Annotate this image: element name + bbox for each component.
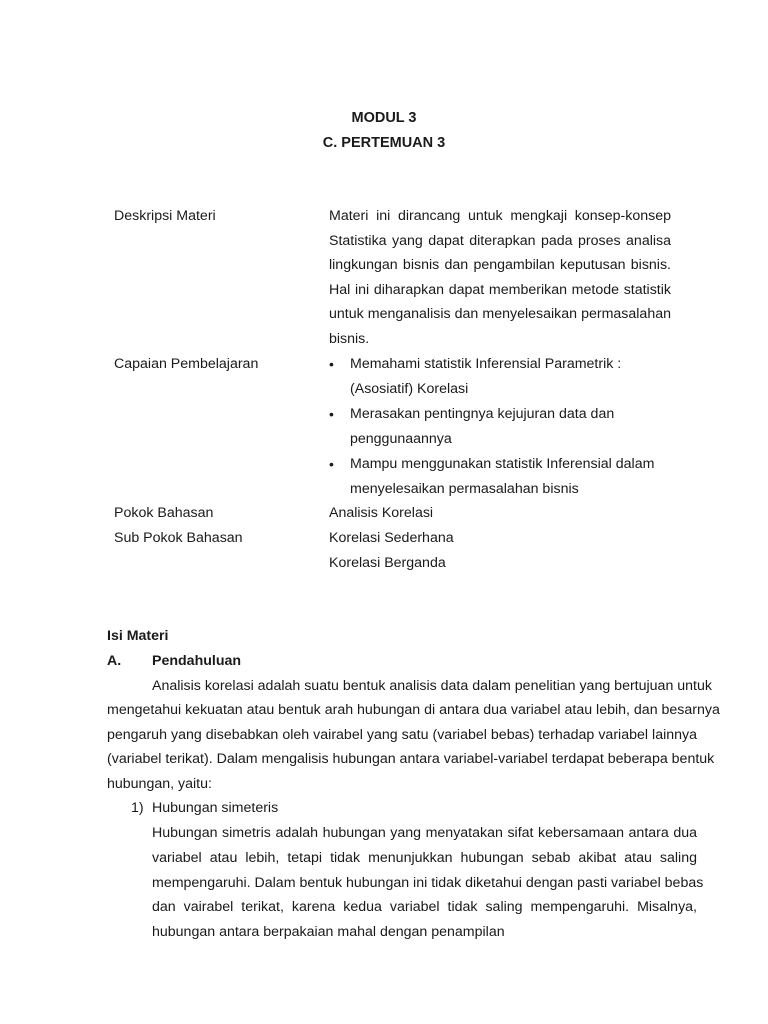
module-title: MODUL 3 bbox=[351, 110, 417, 126]
paragraph-line: Analisis korelasi adalah suatu bentuk analisis data dalam penelitian yang bertujuan untuk bbox=[152, 678, 712, 694]
capaian-item: Memahami statistik Inferensial Parametrik : bbox=[350, 356, 622, 372]
sub-pokok-value: Korelasi Berganda bbox=[329, 555, 446, 571]
capaian-item-cont: penggunaannya bbox=[350, 431, 452, 447]
capaian-label: Capaian Pembelajaran bbox=[114, 356, 259, 372]
deskripsi-line: lingkungan bisnis dan pengambilan keputusan bisnis. bbox=[329, 257, 671, 273]
sub-pokok-value: Korelasi Sederhana bbox=[329, 530, 454, 546]
capaian-item-cont: menyelesaikan permasalahan bisnis bbox=[350, 481, 579, 497]
paragraph-line: (variabel terikat). Dalam mengalisis hubungan antara variabel-variabel terdapat beberapa bentuk bbox=[107, 751, 715, 767]
paragraph-line: dan vairabel terikat, karena kedua variabel tidak saling mempengaruhi. Misalnya, bbox=[152, 899, 697, 915]
capaian-item: Mampu menggunakan statistik Inferensial dalam bbox=[350, 456, 655, 472]
deskripsi-line: Hal ini diharapkan dapat memberikan metode statistik bbox=[329, 282, 671, 298]
bullet-icon: • bbox=[329, 456, 334, 472]
deskripsi-label: Deskripsi Materi bbox=[114, 208, 216, 224]
paragraph-line: hubungan antara berpakaian mahal dengan penampilan bbox=[152, 924, 505, 940]
paragraph-line: hubungan, yaitu: bbox=[107, 776, 212, 792]
section-letter: A. bbox=[107, 653, 122, 669]
list-number: 1) bbox=[131, 800, 144, 816]
bullet-icon: • bbox=[329, 406, 334, 422]
capaian-item-cont: (Asosiatif) Korelasi bbox=[350, 381, 469, 397]
deskripsi-line: Materi ini dirancang untuk mengkaji konsep-konsep bbox=[329, 208, 671, 224]
section-title: Pendahuluan bbox=[152, 653, 242, 669]
paragraph-line: variabel atau lebih, tetapi tidak menunjukkan hubungan sebab akibat atau saling bbox=[152, 850, 697, 866]
paragraph-line: pengaruh yang disebabkan oleh vairabel yang satu (variabel bebas) terhadap variabel lainnya bbox=[107, 727, 697, 743]
list-item-title: Hubungan simeteris bbox=[152, 800, 279, 816]
capaian-item: Merasakan pentingnya kejujuran data dan bbox=[350, 406, 615, 422]
isi-heading: Isi Materi bbox=[107, 628, 169, 644]
deskripsi-line: bisnis. bbox=[329, 331, 370, 347]
sub-pokok-label: Sub Pokok Bahasan bbox=[114, 530, 243, 546]
paragraph-line: mempengaruhi. Dalam bentuk hubungan ini tidak diketahui dengan pasti variabel bebas bbox=[152, 875, 704, 891]
pokok-label: Pokok Bahasan bbox=[114, 505, 214, 521]
bullet-icon: • bbox=[329, 356, 334, 372]
paragraph-line: Hubungan simetris adalah hubungan yang menyatakan sifat kebersamaan antara dua bbox=[152, 825, 697, 841]
deskripsi-line: untuk menganalisis dan menyelesaikan permasalahan bbox=[329, 306, 671, 322]
meeting-title: C. PERTEMUAN 3 bbox=[322, 135, 446, 151]
paragraph-line: mengetahui kekuatan atau bentuk arah hubungan di antara dua variabel atau lebih, dan besarnya bbox=[107, 702, 720, 718]
pokok-value: Analisis Korelasi bbox=[329, 505, 434, 521]
deskripsi-line: Statistika yang dapat diterapkan pada proses analisa bbox=[329, 233, 671, 249]
